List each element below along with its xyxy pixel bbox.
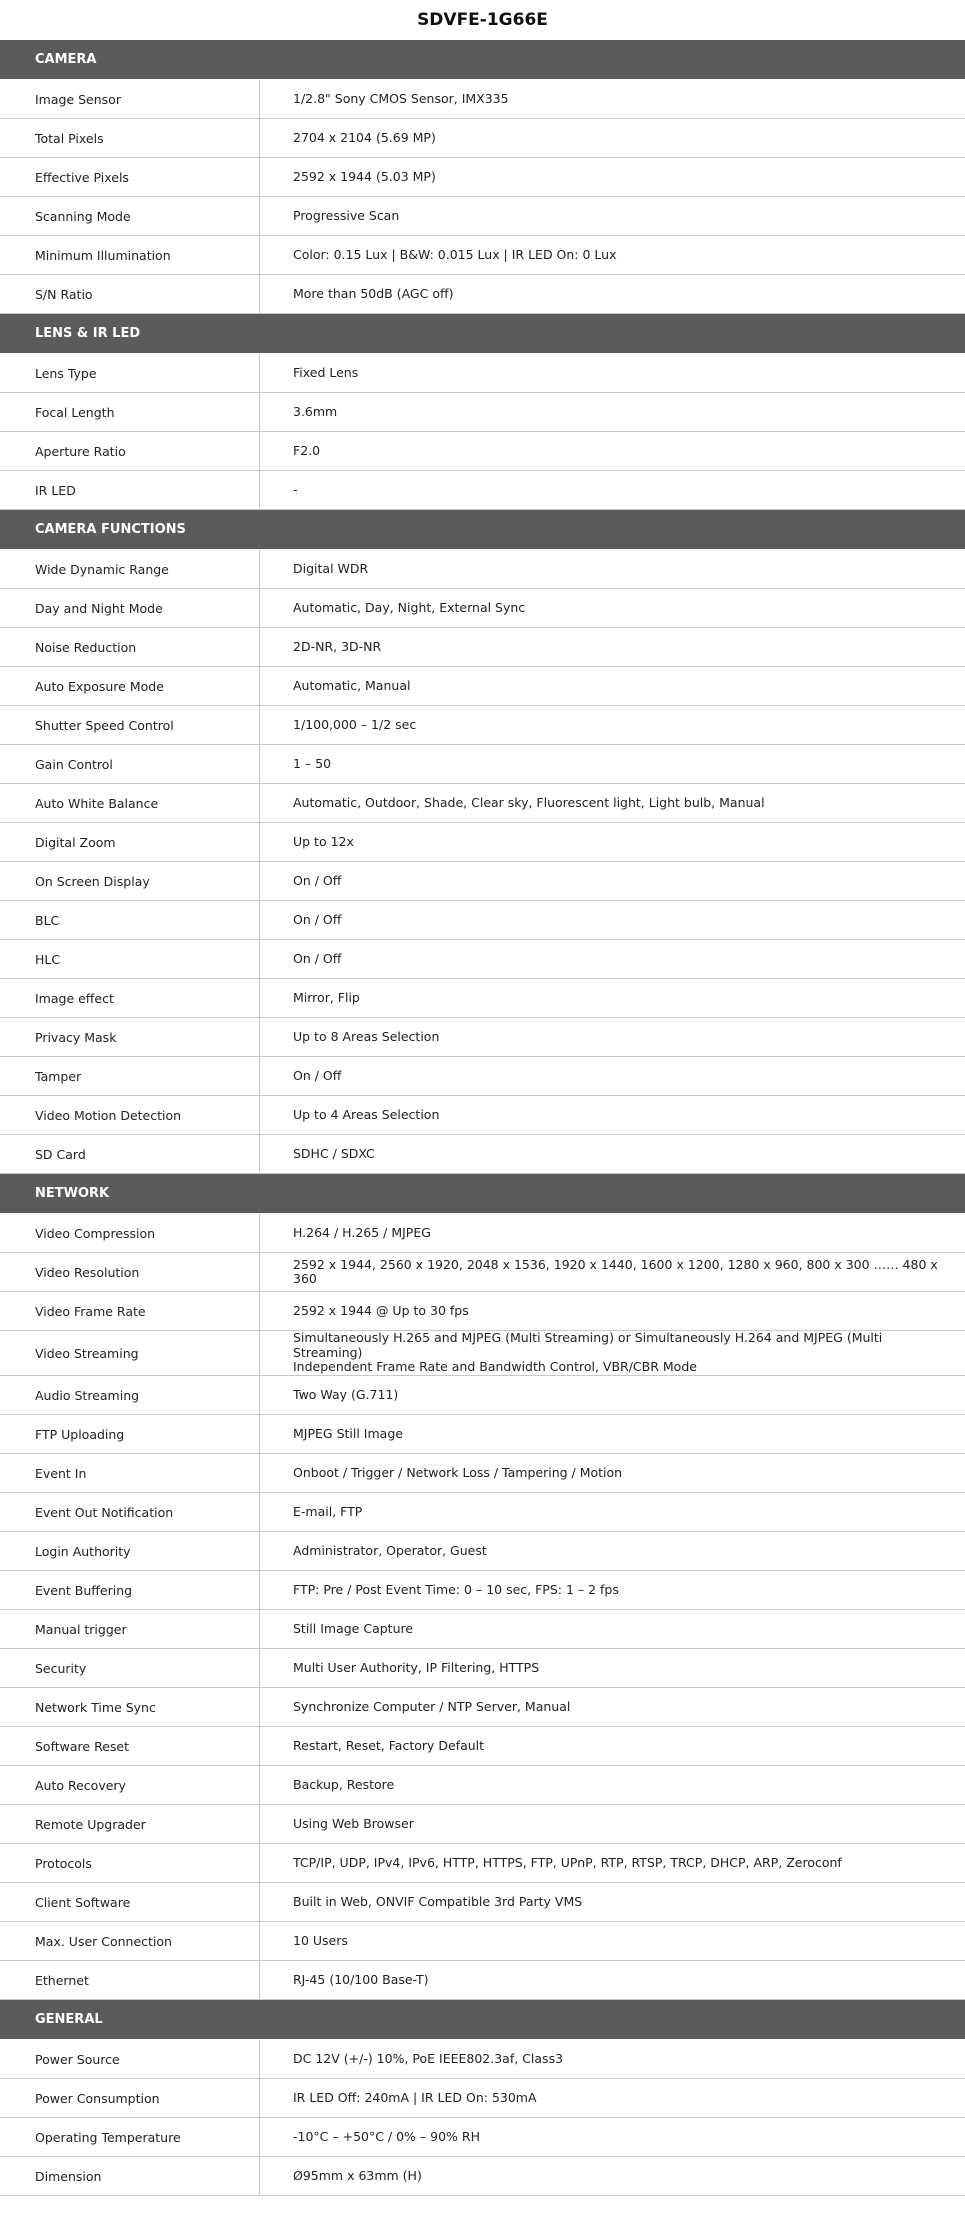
spec-label: Power Consumption xyxy=(0,2079,260,2117)
spec-label: Focal Length xyxy=(0,393,260,431)
spec-row-day-and-night-mode xyxy=(0,589,965,628)
spec-value: On / Off xyxy=(293,911,342,927)
section-header-camera: CAMERA xyxy=(0,40,965,80)
spec-value: -10°C – +50°C / 0% – 90% RH xyxy=(293,2128,480,2144)
spec-label: Max. User Connection xyxy=(0,1922,260,1960)
spec-label: Lens Type xyxy=(0,354,260,392)
spec-row-dimension xyxy=(0,2157,965,2196)
spec-label: Auto Recovery xyxy=(0,1766,260,1804)
spec-label: Power Source xyxy=(0,2040,260,2078)
spec-value: On / Off xyxy=(293,1067,342,1083)
spec-row-blc xyxy=(0,901,965,940)
spec-row-client-software xyxy=(0,1883,965,1922)
spec-label: HLC xyxy=(0,940,260,978)
spec-row-login-authority xyxy=(0,1532,965,1571)
spec-label: Software Reset xyxy=(0,1727,260,1765)
spec-row-digital-zoom xyxy=(0,823,965,862)
spec-value: TCP/IP, UDP, IPv4, IPv6, HTTP, HTTPS, FTP, UPnP, RTP, RTSP, TRCP, DHCP, ARP, Zeroconf xyxy=(293,1854,842,1870)
spec-row-power-source xyxy=(0,2040,965,2079)
spec-value: Ø95mm x 63mm (H) xyxy=(293,2167,422,2183)
spec-label: Dimension xyxy=(0,2157,260,2195)
spec-label: Login Authority xyxy=(0,1532,260,1570)
spec-row-network-time-sync xyxy=(0,1688,965,1727)
spec-row-auto-exposure-mode xyxy=(0,667,965,706)
spec-label: Video Compression xyxy=(0,1214,260,1252)
spec-value: 2D-NR, 3D-NR xyxy=(293,638,382,654)
spec-label: Manual trigger xyxy=(0,1610,260,1648)
spec-row-image-sensor xyxy=(0,80,965,119)
spec-row-ir-led xyxy=(0,471,965,510)
section-header-lens-ir-led: LENS & IR LED xyxy=(0,314,965,354)
spec-label: Video Streaming xyxy=(0,1331,260,1375)
spec-value: MJPEG Still Image xyxy=(293,1425,403,1441)
spec-value: 3.6mm xyxy=(293,403,338,419)
spec-label: Auto Exposure Mode xyxy=(0,667,260,705)
spec-label: Video Motion Detection xyxy=(0,1096,260,1134)
spec-row-auto-recovery xyxy=(0,1766,965,1805)
section-header-network: NETWORK xyxy=(0,1174,965,1214)
spec-label: S/N Ratio xyxy=(0,275,260,313)
spec-value: SDHC / SDXC xyxy=(293,1145,375,1161)
spec-label: Image Sensor xyxy=(0,80,260,118)
spec-row-minimum-illumination xyxy=(0,236,965,275)
spec-label: Effective Pixels xyxy=(0,158,260,196)
spec-label: Shutter Speed Control xyxy=(0,706,260,744)
spec-value: 10 Users xyxy=(293,1932,348,1948)
spec-value: Restart, Reset, Factory Default xyxy=(293,1737,485,1753)
spec-row-wide-dynamic-range xyxy=(0,550,965,589)
spec-row-image-effect xyxy=(0,979,965,1018)
spec-label: Remote Upgrader xyxy=(0,1805,260,1843)
spec-value: Administrator, Operator, Guest xyxy=(293,1542,487,1558)
spec-value: Color: 0.15 Lux | B&W: 0.015 Lux | IR LED On: 0 Lux xyxy=(293,246,617,262)
spec-row-protocols xyxy=(0,1844,965,1883)
spec-value: DC 12V (+/-) 10%, PoE IEEE802.3af, Class3 xyxy=(293,2050,564,2066)
spec-value: 1/100,000 – 1/2 sec xyxy=(293,716,417,732)
spec-row-ftp-uploading xyxy=(0,1415,965,1454)
spec-label: Event Out Notification xyxy=(0,1493,260,1531)
spec-table xyxy=(0,40,965,2196)
spec-value: On / Off xyxy=(293,950,342,966)
spec-label: Wide Dynamic Range xyxy=(0,550,260,588)
spec-value: IR LED Off: 240mA | IR LED On: 530mA xyxy=(293,2089,537,2105)
spec-value: 2592 x 1944 @ Up to 30 fps xyxy=(293,1302,469,1318)
spec-label: Scanning Mode xyxy=(0,197,260,235)
spec-value: Automatic, Manual xyxy=(293,677,411,693)
spec-label: SD Card xyxy=(0,1135,260,1173)
spec-row-total-pixels xyxy=(0,119,965,158)
spec-row-event-in xyxy=(0,1454,965,1493)
spec-value: Up to 12x xyxy=(293,833,354,849)
section-header-camera-functions: CAMERA FUNCTIONS xyxy=(0,510,965,550)
spec-value: Digital WDR xyxy=(293,560,369,576)
spec-value: Two Way (G.711) xyxy=(293,1386,399,1402)
spec-row-max-user-connection xyxy=(0,1922,965,1961)
spec-label: On Screen Display xyxy=(0,862,260,900)
spec-value: E-mail, FTP xyxy=(293,1503,363,1519)
spec-label: Event Buffering xyxy=(0,1571,260,1609)
spec-label: Video Resolution xyxy=(0,1253,260,1291)
page-title: SDVFE-1G66E xyxy=(417,10,548,30)
spec-row-ethernet xyxy=(0,1961,965,2000)
spec-value: Built in Web, ONVIF Compatible 3rd Party VMS xyxy=(293,1893,583,1909)
spec-row-hlc xyxy=(0,940,965,979)
spec-row-scanning-mode xyxy=(0,197,965,236)
spec-row-lens-type xyxy=(0,354,965,393)
spec-value: RJ-45 (10/100 Base-T) xyxy=(293,1971,429,1987)
spec-row-video-compression xyxy=(0,1214,965,1253)
spec-row-audio-streaming xyxy=(0,1376,965,1415)
spec-value: Up to 8 Areas Selection xyxy=(293,1028,440,1044)
spec-value: Still Image Capture xyxy=(293,1620,414,1636)
spec-value: Simultaneously H.265 and MJPEG (Multi Streaming) or Simultaneously H.264 and MJPEG (Multi Streaming) Independent Frame Rate and Bandwidth Control, VBR/CBR Mode xyxy=(293,1330,883,1375)
spec-value: Using Web Browser xyxy=(293,1815,414,1831)
spec-label: Operating Temperature xyxy=(0,2118,260,2156)
spec-value: 2592 x 1944, 2560 x 1920, 2048 x 1536, 1920 x 1440, 1600 x 1200, 1280 x 960, 800 x 300 …… 480 x 360 xyxy=(293,1256,938,1286)
spec-row-manual-trigger xyxy=(0,1610,965,1649)
spec-value: - xyxy=(293,481,298,497)
spec-label: Gain Control xyxy=(0,745,260,783)
spec-row-focal-length xyxy=(0,393,965,432)
spec-row-gain-control xyxy=(0,745,965,784)
spec-value: 1 – 50 xyxy=(293,755,332,771)
spec-row-tamper xyxy=(0,1057,965,1096)
spec-row-auto-white-balance xyxy=(0,784,965,823)
spec-row-video-frame-rate xyxy=(0,1292,965,1331)
spec-row-sd-card xyxy=(0,1135,965,1174)
spec-label: Event In xyxy=(0,1454,260,1492)
spec-row-operating-temperature xyxy=(0,2118,965,2157)
spec-value: Mirror, Flip xyxy=(293,989,360,1005)
spec-label: Auto White Balance xyxy=(0,784,260,822)
spec-label: Aperture Ratio xyxy=(0,432,260,470)
spec-row-aperture-ratio xyxy=(0,432,965,471)
spec-row-event-out-notification xyxy=(0,1493,965,1532)
spec-row-remote-upgrader xyxy=(0,1805,965,1844)
spec-row-shutter-speed-control xyxy=(0,706,965,745)
spec-row-noise-reduction xyxy=(0,628,965,667)
spec-row-effective-pixels xyxy=(0,158,965,197)
spec-value: 2592 x 1944 (5.03 MP) xyxy=(293,168,436,184)
spec-label: Minimum Illumination xyxy=(0,236,260,274)
spec-row-video-motion-detection xyxy=(0,1096,965,1135)
spec-value: Multi User Authority, IP Filtering, HTTPS xyxy=(293,1659,540,1675)
spec-value: Up to 4 Areas Selection xyxy=(293,1106,440,1122)
spec-value: FTP: Pre / Post Event Time: 0 – 10 sec, FPS: 1 – 2 fps xyxy=(293,1581,619,1597)
spec-row-video-resolution xyxy=(0,1253,965,1292)
spec-value: Backup, Restore xyxy=(293,1776,395,1792)
spec-value: 1/2.8" Sony CMOS Sensor, IMX335 xyxy=(293,90,509,106)
spec-row-s-n-ratio xyxy=(0,275,965,314)
spec-value: Fixed Lens xyxy=(293,364,359,380)
spec-label: Network Time Sync xyxy=(0,1688,260,1726)
spec-value: Onboot / Trigger / Network Loss / Tampering / Motion xyxy=(293,1464,623,1480)
spec-label: Security xyxy=(0,1649,260,1687)
spec-row-on-screen-display xyxy=(0,862,965,901)
spec-value: F2.0 xyxy=(293,442,321,458)
spec-value: 2704 x 2104 (5.69 MP) xyxy=(293,129,436,145)
spec-label: Client Software xyxy=(0,1883,260,1921)
spec-value: On / Off xyxy=(293,872,342,888)
spec-row-software-reset xyxy=(0,1727,965,1766)
spec-row-privacy-mask xyxy=(0,1018,965,1057)
spec-value: Automatic, Outdoor, Shade, Clear sky, Fluorescent light, Light bulb, Manual xyxy=(293,794,765,810)
spec-label: Total Pixels xyxy=(0,119,260,157)
spec-label: Digital Zoom xyxy=(0,823,260,861)
spec-value: Synchronize Computer / NTP Server, Manual xyxy=(293,1698,571,1714)
spec-label: Image effect xyxy=(0,979,260,1017)
spec-value: H.264 / H.265 / MJPEG xyxy=(293,1224,431,1240)
spec-label: Protocols xyxy=(0,1844,260,1882)
section-header-general: GENERAL xyxy=(0,2000,965,2040)
spec-row-event-buffering xyxy=(0,1571,965,1610)
spec-label: BLC xyxy=(0,901,260,939)
spec-label: Ethernet xyxy=(0,1961,260,1999)
spec-row-security xyxy=(0,1649,965,1688)
spec-label: Audio Streaming xyxy=(0,1376,260,1414)
spec-label: Privacy Mask xyxy=(0,1018,260,1056)
spec-label: Noise Reduction xyxy=(0,628,260,666)
spec-label: Video Frame Rate xyxy=(0,1292,260,1330)
spec-label: Tamper xyxy=(0,1057,260,1095)
spec-row-video-streaming xyxy=(0,1331,965,1376)
spec-label: Day and Night Mode xyxy=(0,589,260,627)
spec-value: Automatic, Day, Night, External Sync xyxy=(293,599,526,615)
spec-label: FTP Uploading xyxy=(0,1415,260,1453)
spec-row-power-consumption xyxy=(0,2079,965,2118)
spec-label: IR LED xyxy=(0,471,260,509)
spec-value: Progressive Scan xyxy=(293,207,400,223)
spec-value: More than 50dB (AGC off) xyxy=(293,285,454,301)
